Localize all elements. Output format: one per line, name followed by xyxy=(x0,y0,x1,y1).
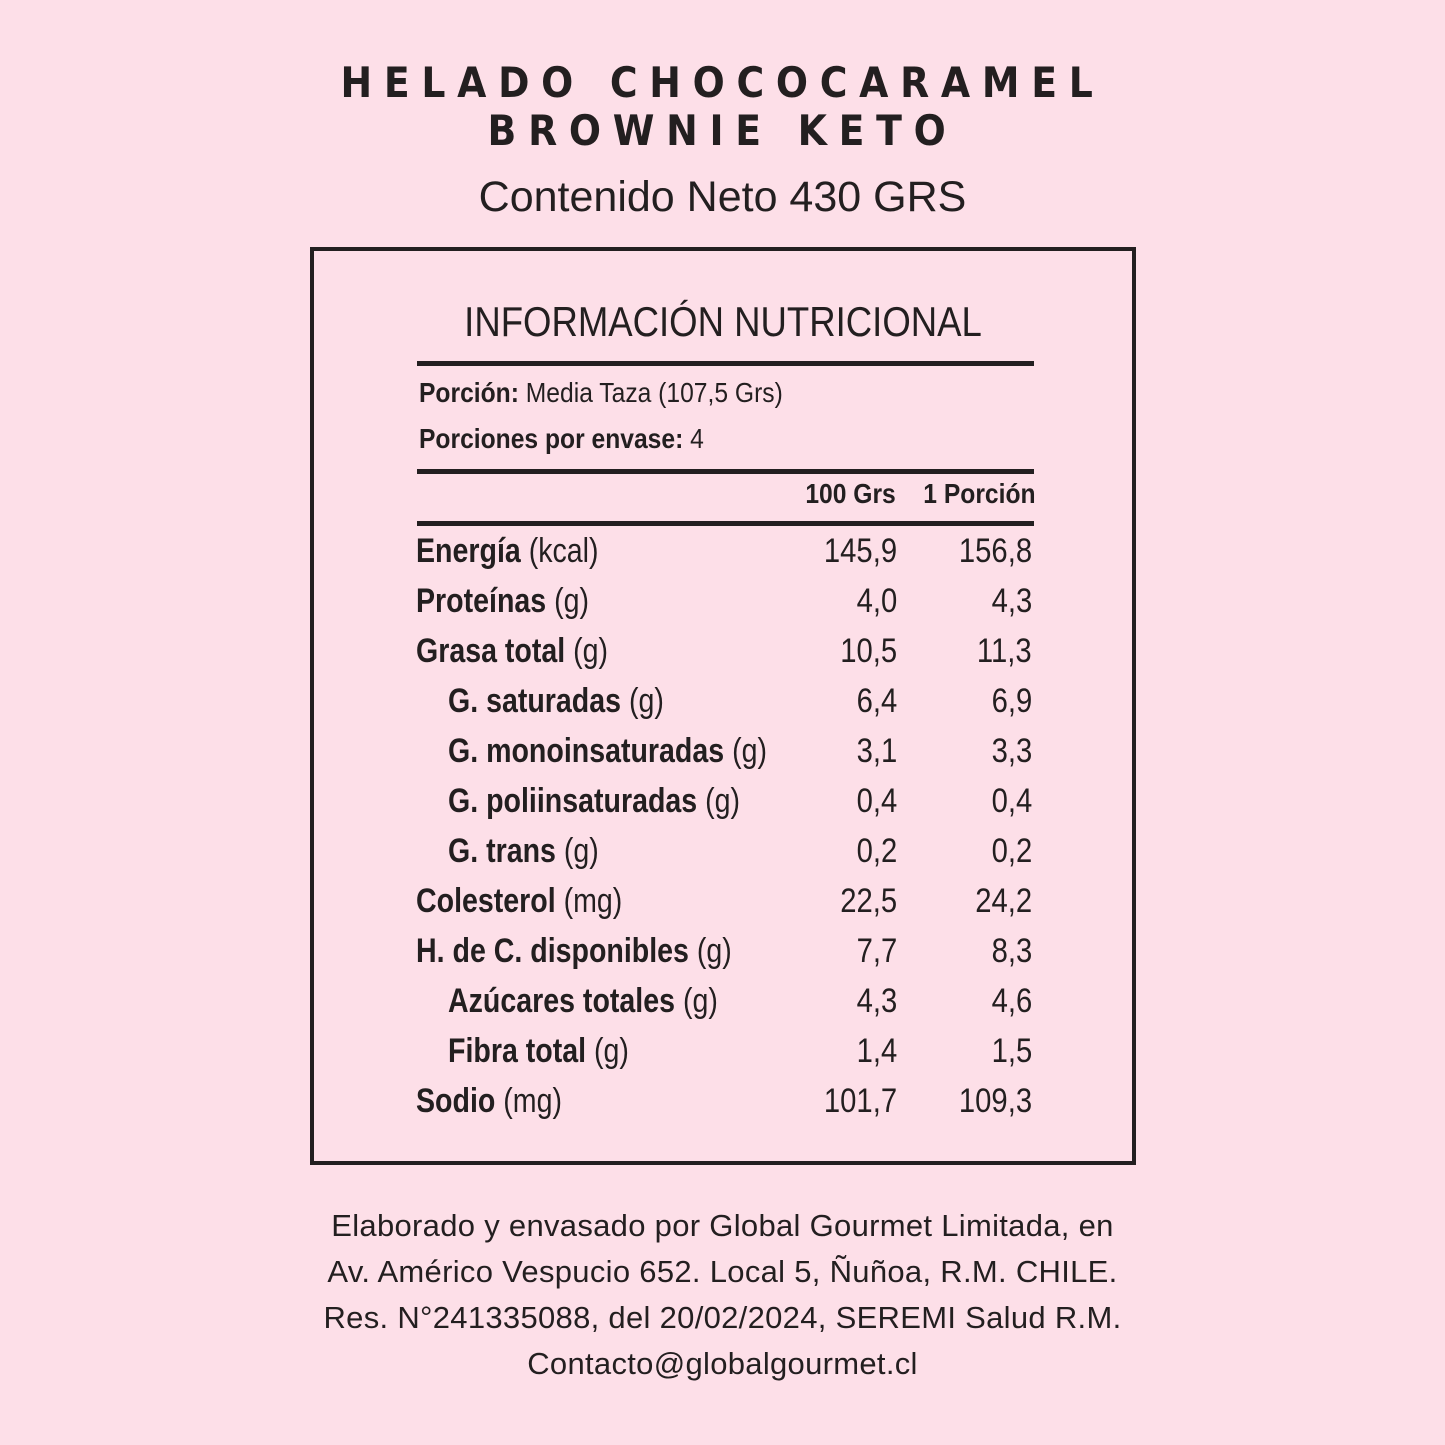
nutrient-name: G. poliinsaturadas xyxy=(448,782,698,820)
nutrient-unit: (g) xyxy=(732,732,767,770)
portion-label: Porción: xyxy=(419,377,519,408)
nutrient-label xyxy=(448,726,767,776)
divider-middle xyxy=(417,469,1034,474)
divider-top xyxy=(417,361,1034,366)
nutrient-label xyxy=(448,676,664,726)
value-per-100g: 10,5 xyxy=(840,632,897,670)
nutrient-unit: (g) xyxy=(628,682,664,720)
value-per-portion: 6,9 xyxy=(991,682,1032,720)
nutrient-unit: (g) xyxy=(705,782,741,820)
footer-contact: Contacto@globalgourmet.cl xyxy=(527,1346,918,1381)
nutrient-name: Fibra total xyxy=(448,1032,587,1070)
nutrient-name: H. de C. disponibles xyxy=(416,932,689,970)
nutrient-label xyxy=(416,576,589,626)
servings-label: Porciones por envase: xyxy=(419,423,684,454)
net-content: Contenido Neto 430 GRS xyxy=(478,173,967,221)
value-per-100g: 7,7 xyxy=(856,932,897,970)
value-per-100g: 4,0 xyxy=(856,582,897,620)
value-per-100g: 22,5 xyxy=(840,882,897,920)
nutrient-unit: (g) xyxy=(554,582,590,620)
nutrition-facts-panel xyxy=(310,247,1136,1165)
value-per-100g: 0,2 xyxy=(856,832,897,870)
value-per-100g: 6,4 xyxy=(856,682,897,720)
nutrient-unit: (g) xyxy=(573,632,609,670)
portion-value: Media Taza (107,5 Grs) xyxy=(525,377,783,408)
value-per-portion: 4,3 xyxy=(991,582,1032,620)
nutrient-row xyxy=(314,626,1132,676)
nutrient-row xyxy=(314,1026,1132,1076)
nutrient-unit: (g) xyxy=(593,1032,629,1070)
value-per-portion: 1,5 xyxy=(991,1032,1032,1070)
footer-line-1: Elaborado y envasado por Global Gourmet Limitada, en xyxy=(331,1208,1114,1243)
column-header-portion: 1 Porción xyxy=(923,478,1036,509)
nutrient-unit: (g) xyxy=(696,932,732,970)
value-per-portion: 0,4 xyxy=(991,782,1032,820)
value-per-100g: 0,4 xyxy=(856,782,897,820)
portion-info xyxy=(419,376,783,410)
nutrient-unit: (g) xyxy=(682,982,718,1020)
nutrient-name: Sodio xyxy=(416,1082,496,1120)
nutrient-label xyxy=(416,626,608,676)
nutrient-name: Proteínas xyxy=(416,582,547,620)
servings-value: 4 xyxy=(690,423,704,454)
value-per-100g: 3,1 xyxy=(856,732,897,770)
value-per-portion: 156,8 xyxy=(958,532,1032,570)
nutrient-unit: (mg) xyxy=(503,1082,562,1120)
nutrient-label xyxy=(416,926,732,976)
nutrient-name: Energía xyxy=(416,532,521,570)
value-per-portion: 8,3 xyxy=(991,932,1032,970)
nutrient-label xyxy=(448,976,718,1026)
nutrient-row xyxy=(314,726,1132,776)
value-per-portion: 11,3 xyxy=(977,632,1032,670)
nutrient-row xyxy=(314,676,1132,726)
nutrient-label xyxy=(448,1026,629,1076)
value-per-portion: 0,2 xyxy=(991,832,1032,870)
value-per-100g: 4,3 xyxy=(856,982,897,1020)
nutrient-unit: (g) xyxy=(563,832,599,870)
footer-line-3: Res. N°241335088, del 20/02/2024, SEREMI Salud R.M. xyxy=(323,1300,1122,1335)
nutrient-name: Grasa total xyxy=(416,632,566,670)
nutrient-row xyxy=(314,826,1132,876)
nutrient-name: Colesterol xyxy=(416,882,556,920)
value-per-portion: 3,3 xyxy=(991,732,1032,770)
manufacturer-footer xyxy=(0,1203,1445,1387)
footer-line-2: Av. Américo Vespucio 652. Local 5, Ñuñoa, R.M. CHILE. xyxy=(327,1254,1118,1289)
value-per-100g: 145,9 xyxy=(823,532,897,570)
nutrient-label xyxy=(448,826,599,876)
value-per-100g: 101,7 xyxy=(823,1082,897,1120)
nutrient-row xyxy=(314,926,1132,976)
nutrient-row xyxy=(314,576,1132,626)
nutrient-label xyxy=(448,776,740,826)
nutrient-name: G. saturadas xyxy=(448,682,622,720)
servings-info xyxy=(419,422,704,456)
product-title-line-2: BROWNIE KETO xyxy=(487,106,958,155)
nutrient-rows xyxy=(314,526,1132,1126)
nutrient-row xyxy=(314,776,1132,826)
nutrient-name: G. monoinsaturadas xyxy=(448,732,725,770)
nutrition-heading: INFORMACIÓN NUTRICIONAL xyxy=(464,298,982,345)
nutrient-row xyxy=(314,976,1132,1026)
nutrient-label xyxy=(416,876,622,926)
product-title-line-1: HELADO CHOCOCARAMEL xyxy=(340,58,1105,107)
value-per-portion: 109,3 xyxy=(958,1082,1032,1120)
value-per-100g: 1,4 xyxy=(856,1032,897,1070)
nutrient-label xyxy=(416,526,599,576)
nutrient-unit: (kcal) xyxy=(528,532,599,570)
nutrient-name: Azúcares totales xyxy=(448,982,675,1020)
nutrient-row xyxy=(314,1076,1132,1126)
nutrient-label xyxy=(416,1076,562,1126)
nutrient-row xyxy=(314,876,1132,926)
nutrient-row xyxy=(314,526,1132,576)
value-per-portion: 24,2 xyxy=(975,882,1032,920)
value-per-portion: 4,6 xyxy=(991,982,1032,1020)
nutrient-unit: (mg) xyxy=(563,882,623,920)
column-header-100g: 100 Grs xyxy=(805,478,896,509)
nutrient-name: G. trans xyxy=(448,832,556,870)
